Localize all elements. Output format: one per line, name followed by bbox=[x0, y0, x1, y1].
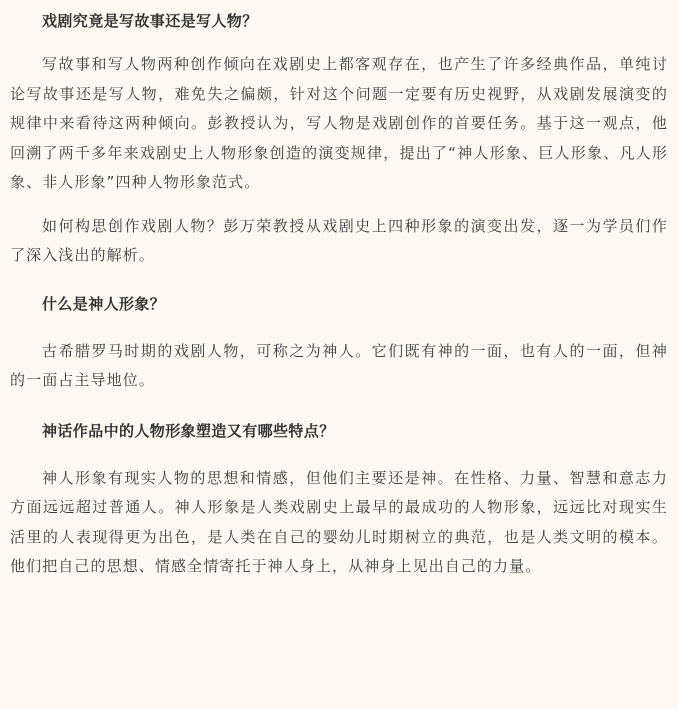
section-heading-myth-characteristics: 神话作品中的人物形象塑造又有哪些特点？ bbox=[42, 421, 335, 440]
paragraph-how-to-conceive-characters: 如何构思创作戏剧人物？彭万荣教授从戏剧史上四种形象的演变出发，逐一为学员们作了深入浅出的解析。 bbox=[10, 216, 668, 264]
paragraph-greek-roman-characters: 古希腊罗马时期的戏剧人物，可称之为神人。它们既有神的一面，也有人的一面，但神的一面占主导地位。 bbox=[10, 341, 668, 389]
spacer bbox=[10, 198, 668, 212]
paragraph-story-vs-character: 写故事和写人物两种创作倾向在戏剧史上都客观存在，也产生了许多经典作品，单纯讨论写故事还是写人物，难免失之偏颇，针对这个问题一定要有历史视野，从戏剧发展演变的规律中来看待这两种倾向。彭教授认为，写人物是戏剧创作的首要任务。基于这一观点，他回溯了两千多年来戏剧史上人物形象创造的演变规律，提出了“神人形象、巨人形象、凡人形象、非人形象”四种人物形象范式。 bbox=[10, 55, 668, 191]
paragraph-divine-human-traits: 神人形象有现实人物的思想和情感，但他们主要还是神。在性格、力量、智慧和意志力方面远远超过普通人。神人形象是人类戏剧史上最早的最成功的人物形象，远远比对现实生活里的人表现得更为出色，是人类在自己的婴幼儿时期树立的典范，也是人类文明的模本。他们把自己的思想、情感全情寄托于神人身上，从神身上见出自己的力量。 bbox=[10, 468, 668, 575]
spacer bbox=[10, 271, 668, 289]
section-heading-divine-human-image: 什么是神人形象？ bbox=[42, 294, 166, 313]
section-heading-drama-story-or-character: 戏剧究竟是写故事还是写人物？ bbox=[42, 12, 258, 30]
spacer bbox=[10, 36, 668, 50]
spacer bbox=[10, 319, 668, 337]
spacer bbox=[10, 446, 668, 464]
spacer bbox=[10, 396, 668, 416]
